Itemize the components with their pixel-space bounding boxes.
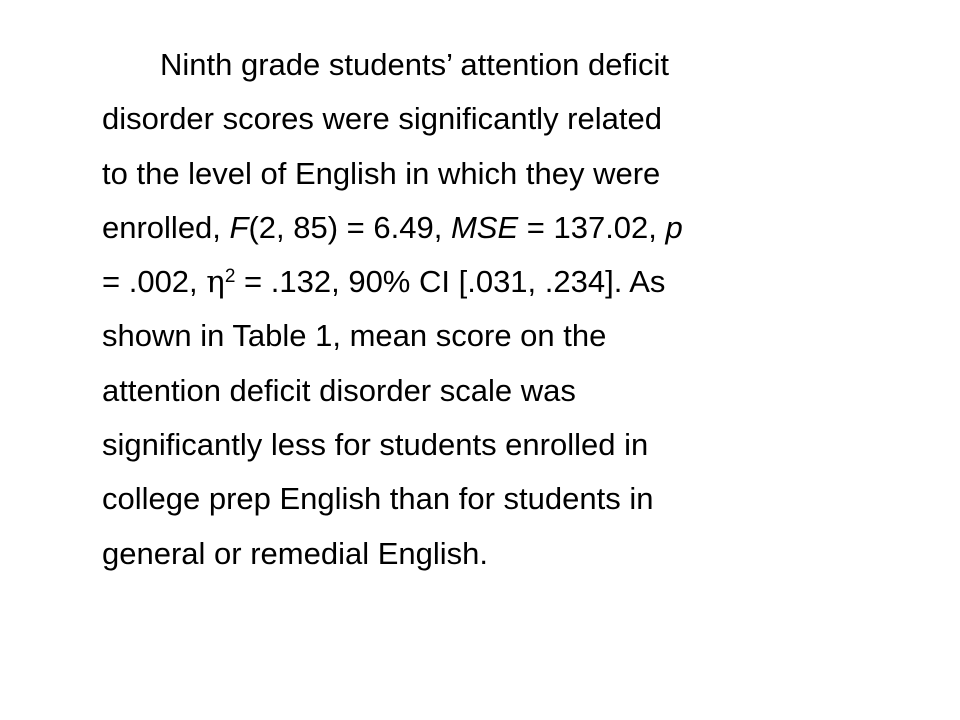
text-run: = .132, 90% CI [.031, .234]. As [235, 264, 666, 300]
text-run: general or remedial English. [102, 535, 488, 571]
mse-symbol: MSE [450, 209, 519, 245]
text-run: college prep English than for students in [102, 481, 654, 517]
text-line-1 [102, 38, 912, 92]
eta-superscript: 2 [224, 266, 236, 288]
eta-symbol: η [206, 264, 225, 301]
text-line-3 [102, 147, 912, 201]
text-line-7 [102, 364, 912, 418]
text-line-5 [102, 255, 912, 309]
f-statistic-symbol: F [229, 209, 249, 245]
text-run: = .002, [102, 264, 207, 300]
text-line-8 [102, 418, 912, 472]
text-line-10 [102, 527, 912, 581]
text-line-2 [102, 92, 912, 146]
text-line-6 [102, 309, 912, 363]
text-run: shown in Table 1, mean score on the [102, 318, 607, 354]
text-run: enrolled, [102, 209, 230, 245]
text-run: (2, 85) = 6.49, [248, 209, 451, 245]
text-run: to the level of English in which they were [102, 155, 661, 191]
text-run: attention deficit disorder scale was [102, 372, 576, 408]
p-value-symbol: p [665, 209, 683, 245]
text-line-4 [102, 201, 912, 255]
body-paragraph [102, 38, 912, 581]
text-run: Ninth grade students’ attention deficit [160, 47, 669, 82]
text-run: = 137.02, [518, 209, 666, 245]
text-run: significantly less for students enrolled in [102, 427, 649, 463]
text-run: disorder scores were significantly related [102, 101, 662, 137]
text-line-9 [102, 472, 912, 526]
